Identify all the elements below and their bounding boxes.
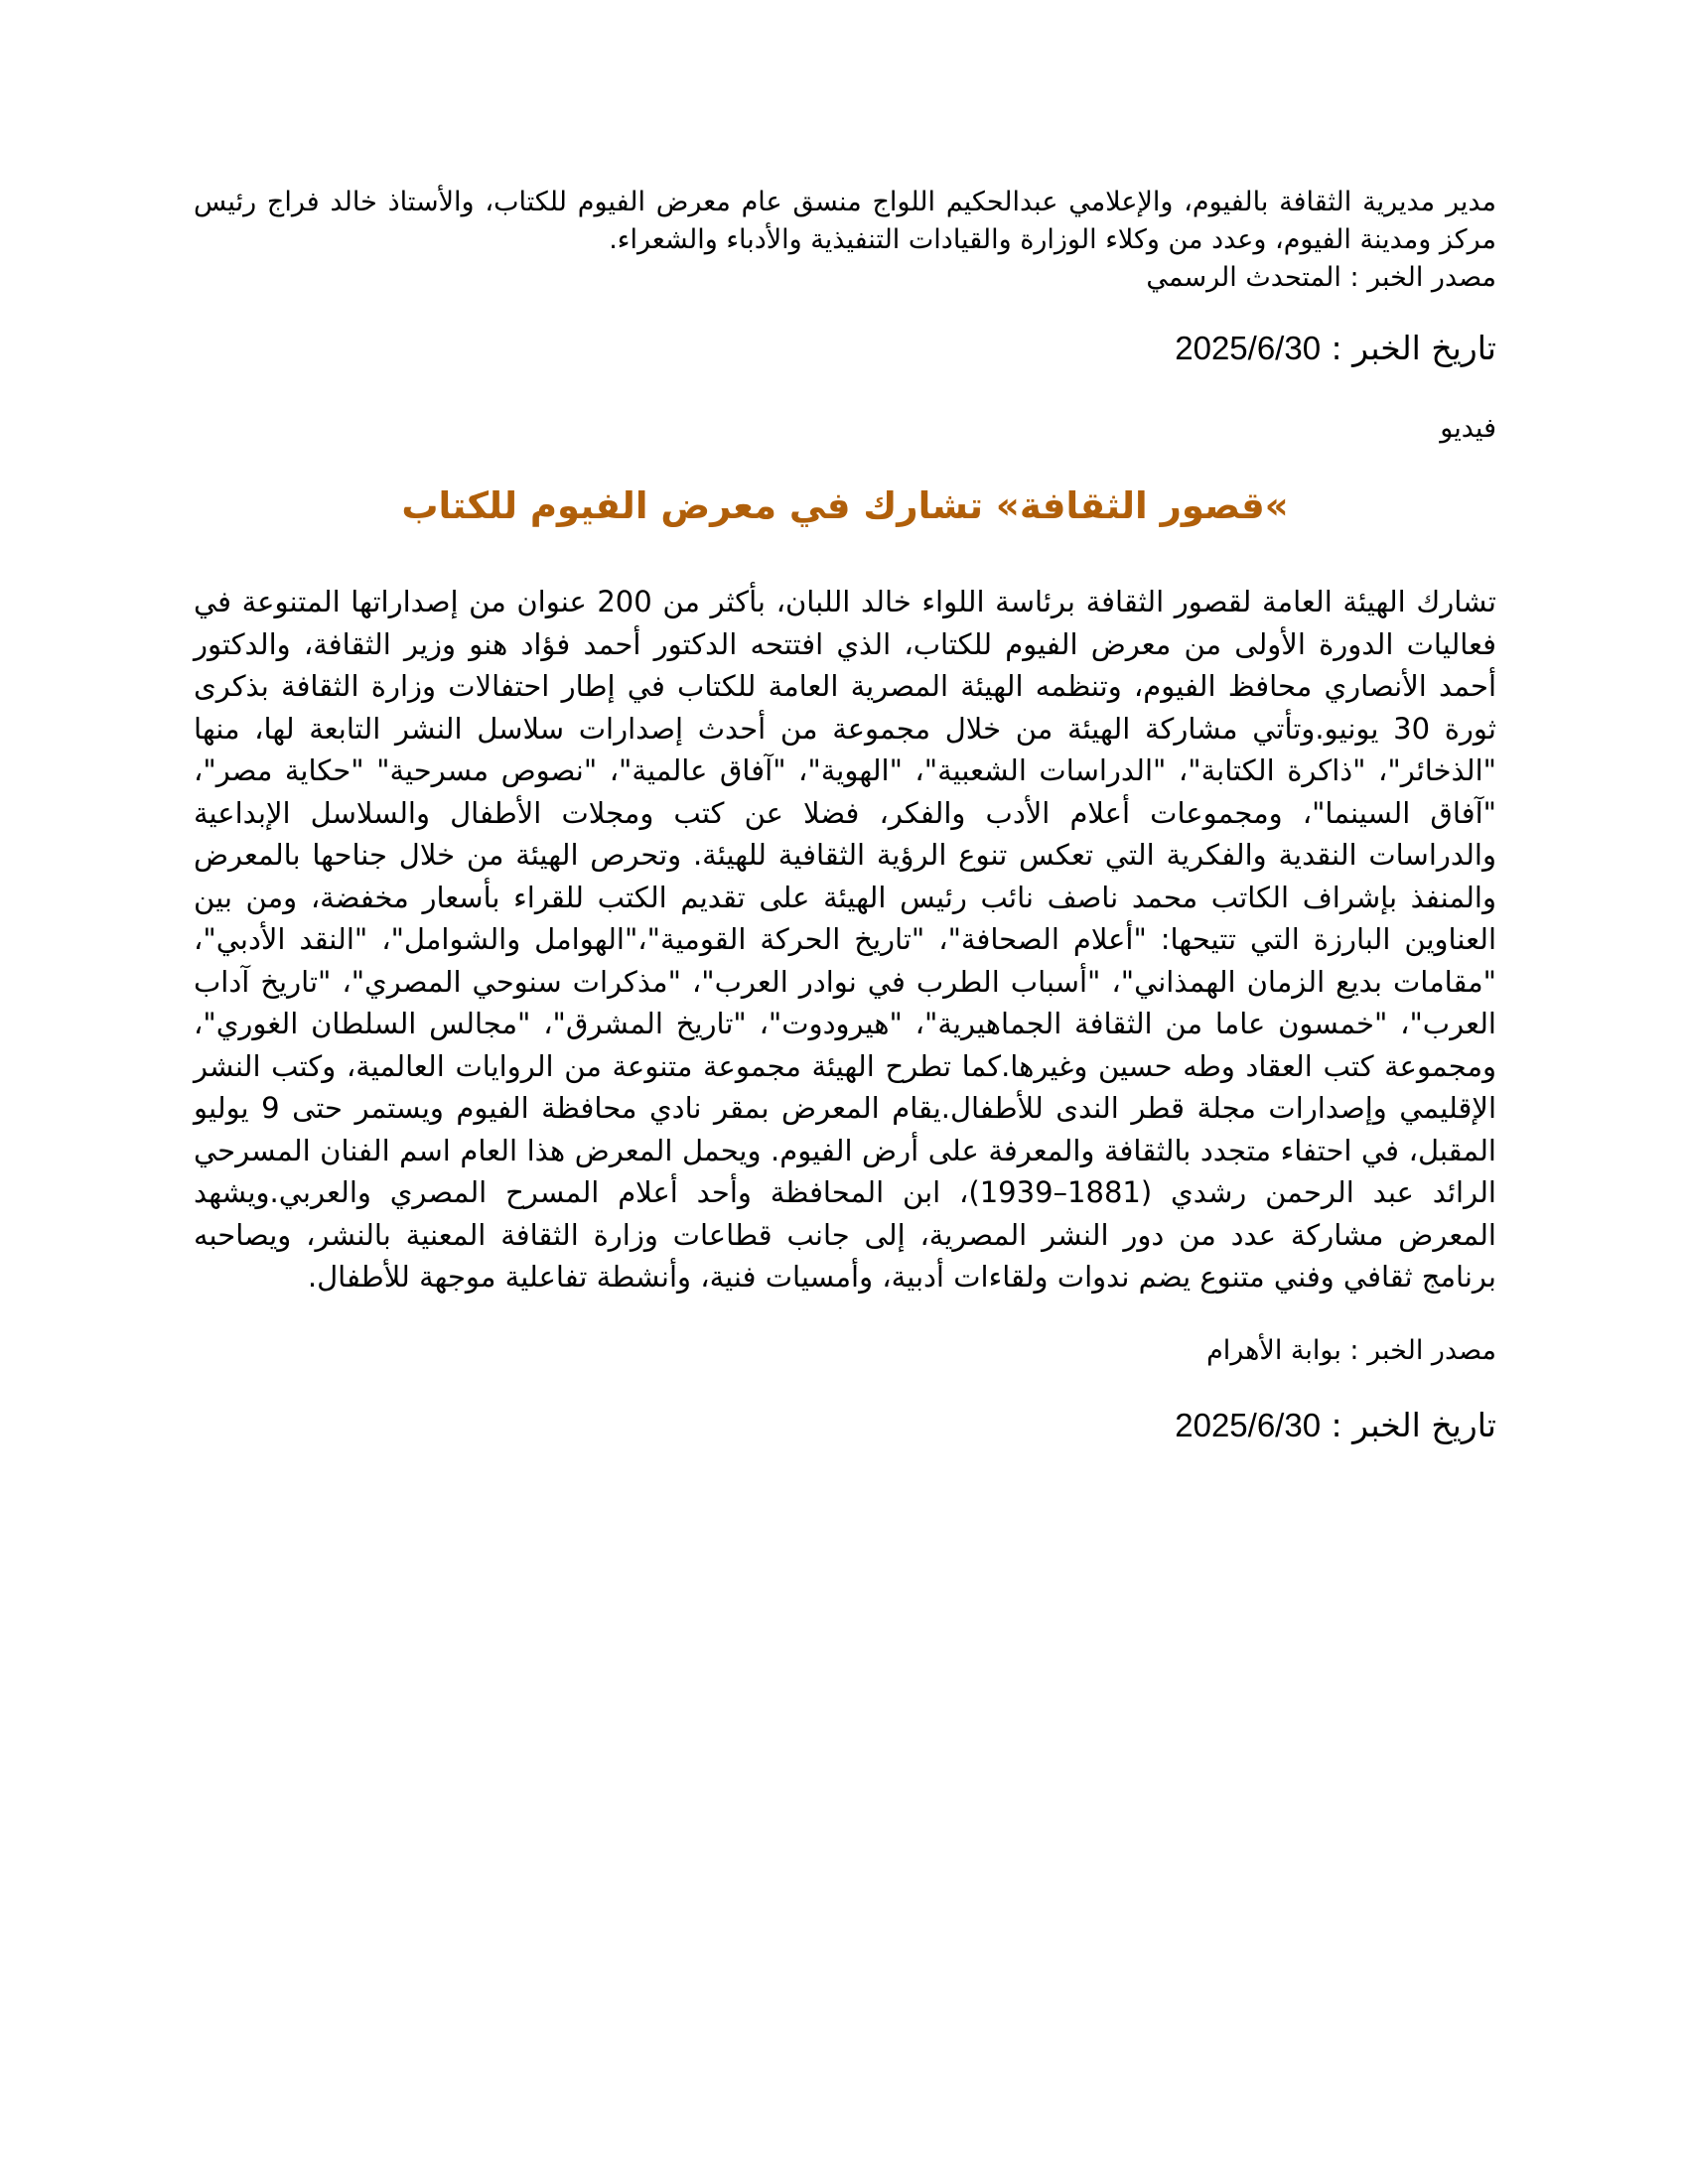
article-body: تشارك الهيئة العامة لقصور الثقافة برئاسة اللواء خالد اللبان، بأكثر من 200 عنوان من إصداراتها المتنوعة في فعاليات الدورة الأولى من معرض الفيوم للكتاب، الذي افتتحه الدكتور أحمد فؤاد هنو وزير الثقافة، والدكتور أحمد الأنصاري محافظ الفيوم، وتنظمه الهيئة المصرية العامة للكتاب في إطار احتفالات وزارة الثقافة بذكرى ثورة 30 يونيو.وتأتي مشاركة الهيئة من خلال مجموعة من أحدث إصدارات سلاسل النشر التابعة لها، منها "الذخائر"، "ذاكرة الكتابة"، "الدراسات الشعبية"، "الهوية"، "آفاق عالمية"، "نصوص مسرحية" "حكاية مصر"، "آفاق السينما"، ومجموعات أعلام الأدب والفكر، فضلا عن كتب ومجلات الأطفال والسلاسل الإبداعية والدراسات النقدية والفكرية التي تعكس تنوع الرؤية الثقافية للهيئة. وتحرص الهيئة من خلال جناحها بالمعرض والمنفذ بإشراف الكاتب محمد ناصف نائب رئيس الهيئة على تقديم الكتب للقراء بأسعار مخفضة، ومن بين العناوين البارزة التي تتيحها: "أعلام الصحافة"، "تاريخ الحركة القومية"،"الهوامل والشوامل"، "النقد الأدبي"، "مقامات بديع الزمان الهمذاني"، "أسباب الطرب في نوادر العرب"، "مذكرات سنوحي المصري"، "تاريخ آداب العرب"، "خمسون عاما من الثقافة الجماهيرية"، "هيرودوت"، "تاريخ المشرق"، "مجالس السلطان الغوري"، ومجموعة كتب العقاد وطه حسين وغيرها.كما تطرح الهيئة مجموعة متنوعة من الروايات العالمية، وكتب النشر الإقليمي وإصدارات مجلة قطر الندى للأطفال.يقام المعرض بمقر نادي محافظة الفيوم ويستمر حتى 9 يوليو المقبل، في احتفاء متجدد بالثقافة والمعرفة على أرض الفيوم. ويحمل المعرض هذا العام اسم الفنان المسرحي الرائد عبد الرحمن رشدي (1881–1939)، ابن المحافظة وأحد أعلام المسرح المصري والعربي.ويشهد المعرض مشاركة عدد من دور النشر المصرية، إلى جانب قطاعات وزارة الثقافة المعنية بالنشر، ويصاحبه برنامج ثقافي وفني متنوع يضم ندوات ولقاءات أدبية، وأمسيات فنية، وأنشطة تفاعلية موجهة للأطفال. [194, 585, 1497, 1294]
section-label-video: فيديو [1440, 413, 1496, 444]
date-value: 2025/6/30 [1175, 1406, 1322, 1443]
date-label: تاريخ الخبر : [1321, 1405, 1496, 1444]
date-value: 2025/6/30 [1175, 330, 1322, 366]
previous-item-date [194, 329, 1496, 368]
document-page [194, 184, 1496, 1445]
date-label: تاريخ الخبر : [1321, 329, 1496, 367]
previous-item-paragraph: مدير مديرية الثقافة بالفيوم، والإعلامي عبدالحكيم اللواج منسق عام معرض الفيوم للكتاب، والأستاذ خالد فراج رئيس مركز ومدينة الفيوم، وعدد من وكلاء الوزارة والقيادات التنفيذية والأدباء والشعراء. [194, 187, 1496, 255]
article-date [194, 1406, 1496, 1445]
previous-item-source: مصدر الخبر : المتحدث الرسمي [1146, 262, 1496, 293]
article-source: مصدر الخبر : بوابة الأهرام [1206, 1334, 1496, 1366]
article-headline: »قصور الثقافة» تشارك في معرض الفيوم للكتاب [401, 484, 1289, 527]
